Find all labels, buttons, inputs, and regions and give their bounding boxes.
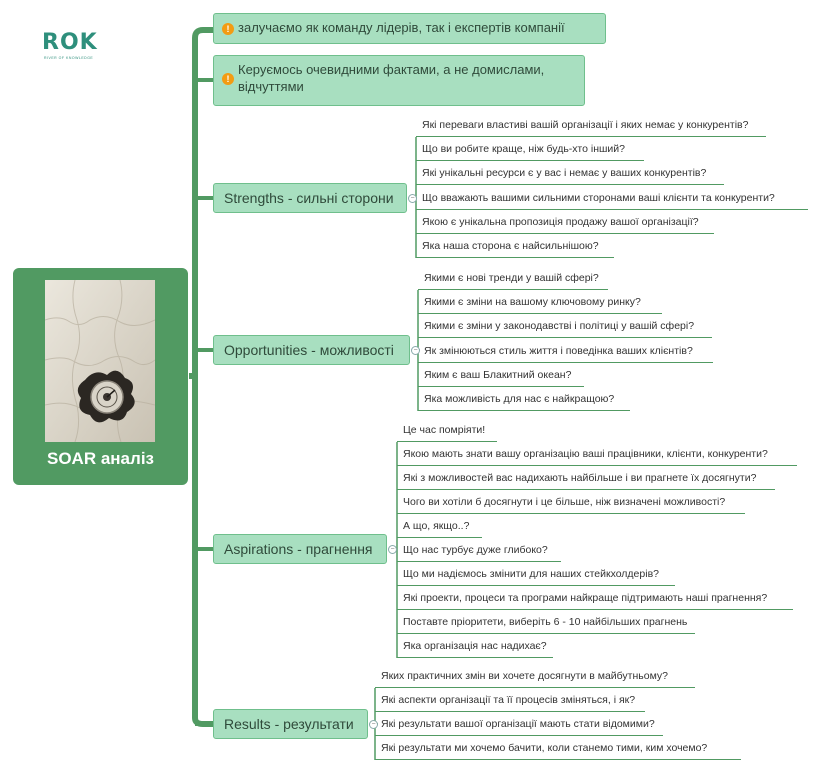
leaf-strengths-2[interactable]: Що ви робите краще, ніж будь-хто інший? [416, 141, 644, 161]
note-facts[interactable] [213, 55, 585, 106]
leaf-aspirations-3[interactable]: Які з можливостей вас надихають найбільше і ви прагнете їх досягнути? [397, 470, 775, 490]
leaf-strengths-3[interactable]: Які унікальні ресурси є у вас і немає у ваших конкурентів? [416, 165, 724, 185]
branch-aspirations[interactable]: Aspirations - прагнення [213, 534, 387, 564]
puzzle-image [45, 280, 155, 442]
leaf-aspirations-9[interactable]: Поставте пріоритети, виберіть 6 - 10 найбільших прагнень [397, 614, 695, 634]
leaf-results-3[interactable]: Які результати вашої організації мають стати відомими? [375, 716, 663, 736]
branch-strengths[interactable]: Strengths - сильні сторони [213, 183, 407, 213]
leaf-opportunities-2[interactable]: Якими є зміни на вашому ключовому ринку? [418, 294, 662, 314]
root-title: SOAR аналіз [47, 449, 154, 468]
leaf-aspirations-4[interactable]: Чого ви хотіли б досягнути і це більше, ніж визначені можливості? [397, 494, 745, 514]
collapse-toggle-icon[interactable]: − [411, 346, 420, 355]
collapse-toggle-icon[interactable]: − [408, 194, 417, 203]
leaf-aspirations-6[interactable]: Що нас турбує дуже глибоко? [397, 542, 561, 562]
note-text: Керуємось очевидними фактами, а не домислами, відчуттями [238, 62, 545, 94]
leaf-strengths-6[interactable]: Яка наша сторона є найсильнішою? [416, 238, 614, 258]
collapse-toggle-icon[interactable]: − [388, 545, 397, 554]
leaf-results-1[interactable]: Яких практичних змін ви хочете досягнути в майбутньому? [375, 668, 695, 688]
leaf-strengths-4[interactable]: Що вважають вашими сильними сторонами ваші клієнти та конкуренти? [416, 190, 808, 210]
logo-text: ROK [42, 30, 98, 55]
branch-results[interactable]: Results - результати [213, 709, 368, 739]
leaf-aspirations-7[interactable]: Що ми надіємось змінити для наших стейкхолдерів? [397, 566, 675, 586]
root-node[interactable] [13, 268, 188, 485]
leaf-results-4[interactable]: Які результати ми хочемо бачити, коли станемо тими, ким хочемо? [375, 740, 741, 760]
leaf-aspirations-10[interactable]: Яка організація нас надихає? [397, 638, 553, 658]
collapse-toggle-icon[interactable]: − [369, 720, 378, 729]
trunk-line [195, 376, 213, 724]
leaf-aspirations-1[interactable]: Це час помріяти! [397, 422, 497, 442]
leaf-strengths-1[interactable]: Які переваги властиві вашій організації і яких немає у конкурентів? [416, 117, 766, 137]
leaf-aspirations-2[interactable]: Якою мають знати вашу організацію ваші працівники, клієнти, конкуренти? [397, 446, 797, 466]
leaf-opportunities-3[interactable]: Якими є зміни у законодавстві і політиці у вашій сфері? [418, 318, 712, 338]
leaf-aspirations-8[interactable]: Які проекти, процеси та програми найкраще підтримають наші прагнення? [397, 590, 793, 610]
leaf-strengths-5[interactable]: Якою є унікальна пропозиція продажу вашої організації? [416, 214, 714, 234]
leaf-results-2[interactable]: Які аспекти організації та її процесів зміняться, і як? [375, 692, 645, 712]
warning-icon: ! [222, 73, 234, 85]
warning-icon: ! [222, 23, 234, 35]
branch-opportunities[interactable]: Opportunities - можливості [213, 335, 410, 365]
leaf-opportunities-4[interactable]: Як змінюються стиль життя і поведінка ваших клієнтів? [418, 343, 713, 363]
leaf-aspirations-5[interactable]: А що, якщо..? [397, 518, 482, 538]
leaf-opportunities-1[interactable]: Якими є нові тренди у вашій сфері? [418, 270, 608, 290]
note-text: залучаємо як команду лідерів, так і експертів компанії [238, 20, 565, 35]
logo-tagline: RIVER OF KNOWLEDGE [44, 56, 94, 60]
leaf-opportunities-5[interactable]: Яким є ваш Блакитний океан? [418, 367, 584, 387]
trunk-line [189, 30, 213, 376]
rok-logo [42, 30, 98, 64]
leaf-opportunities-6[interactable]: Яка можливість для нас є найкращою? [418, 391, 630, 411]
note-team[interactable] [213, 13, 606, 44]
